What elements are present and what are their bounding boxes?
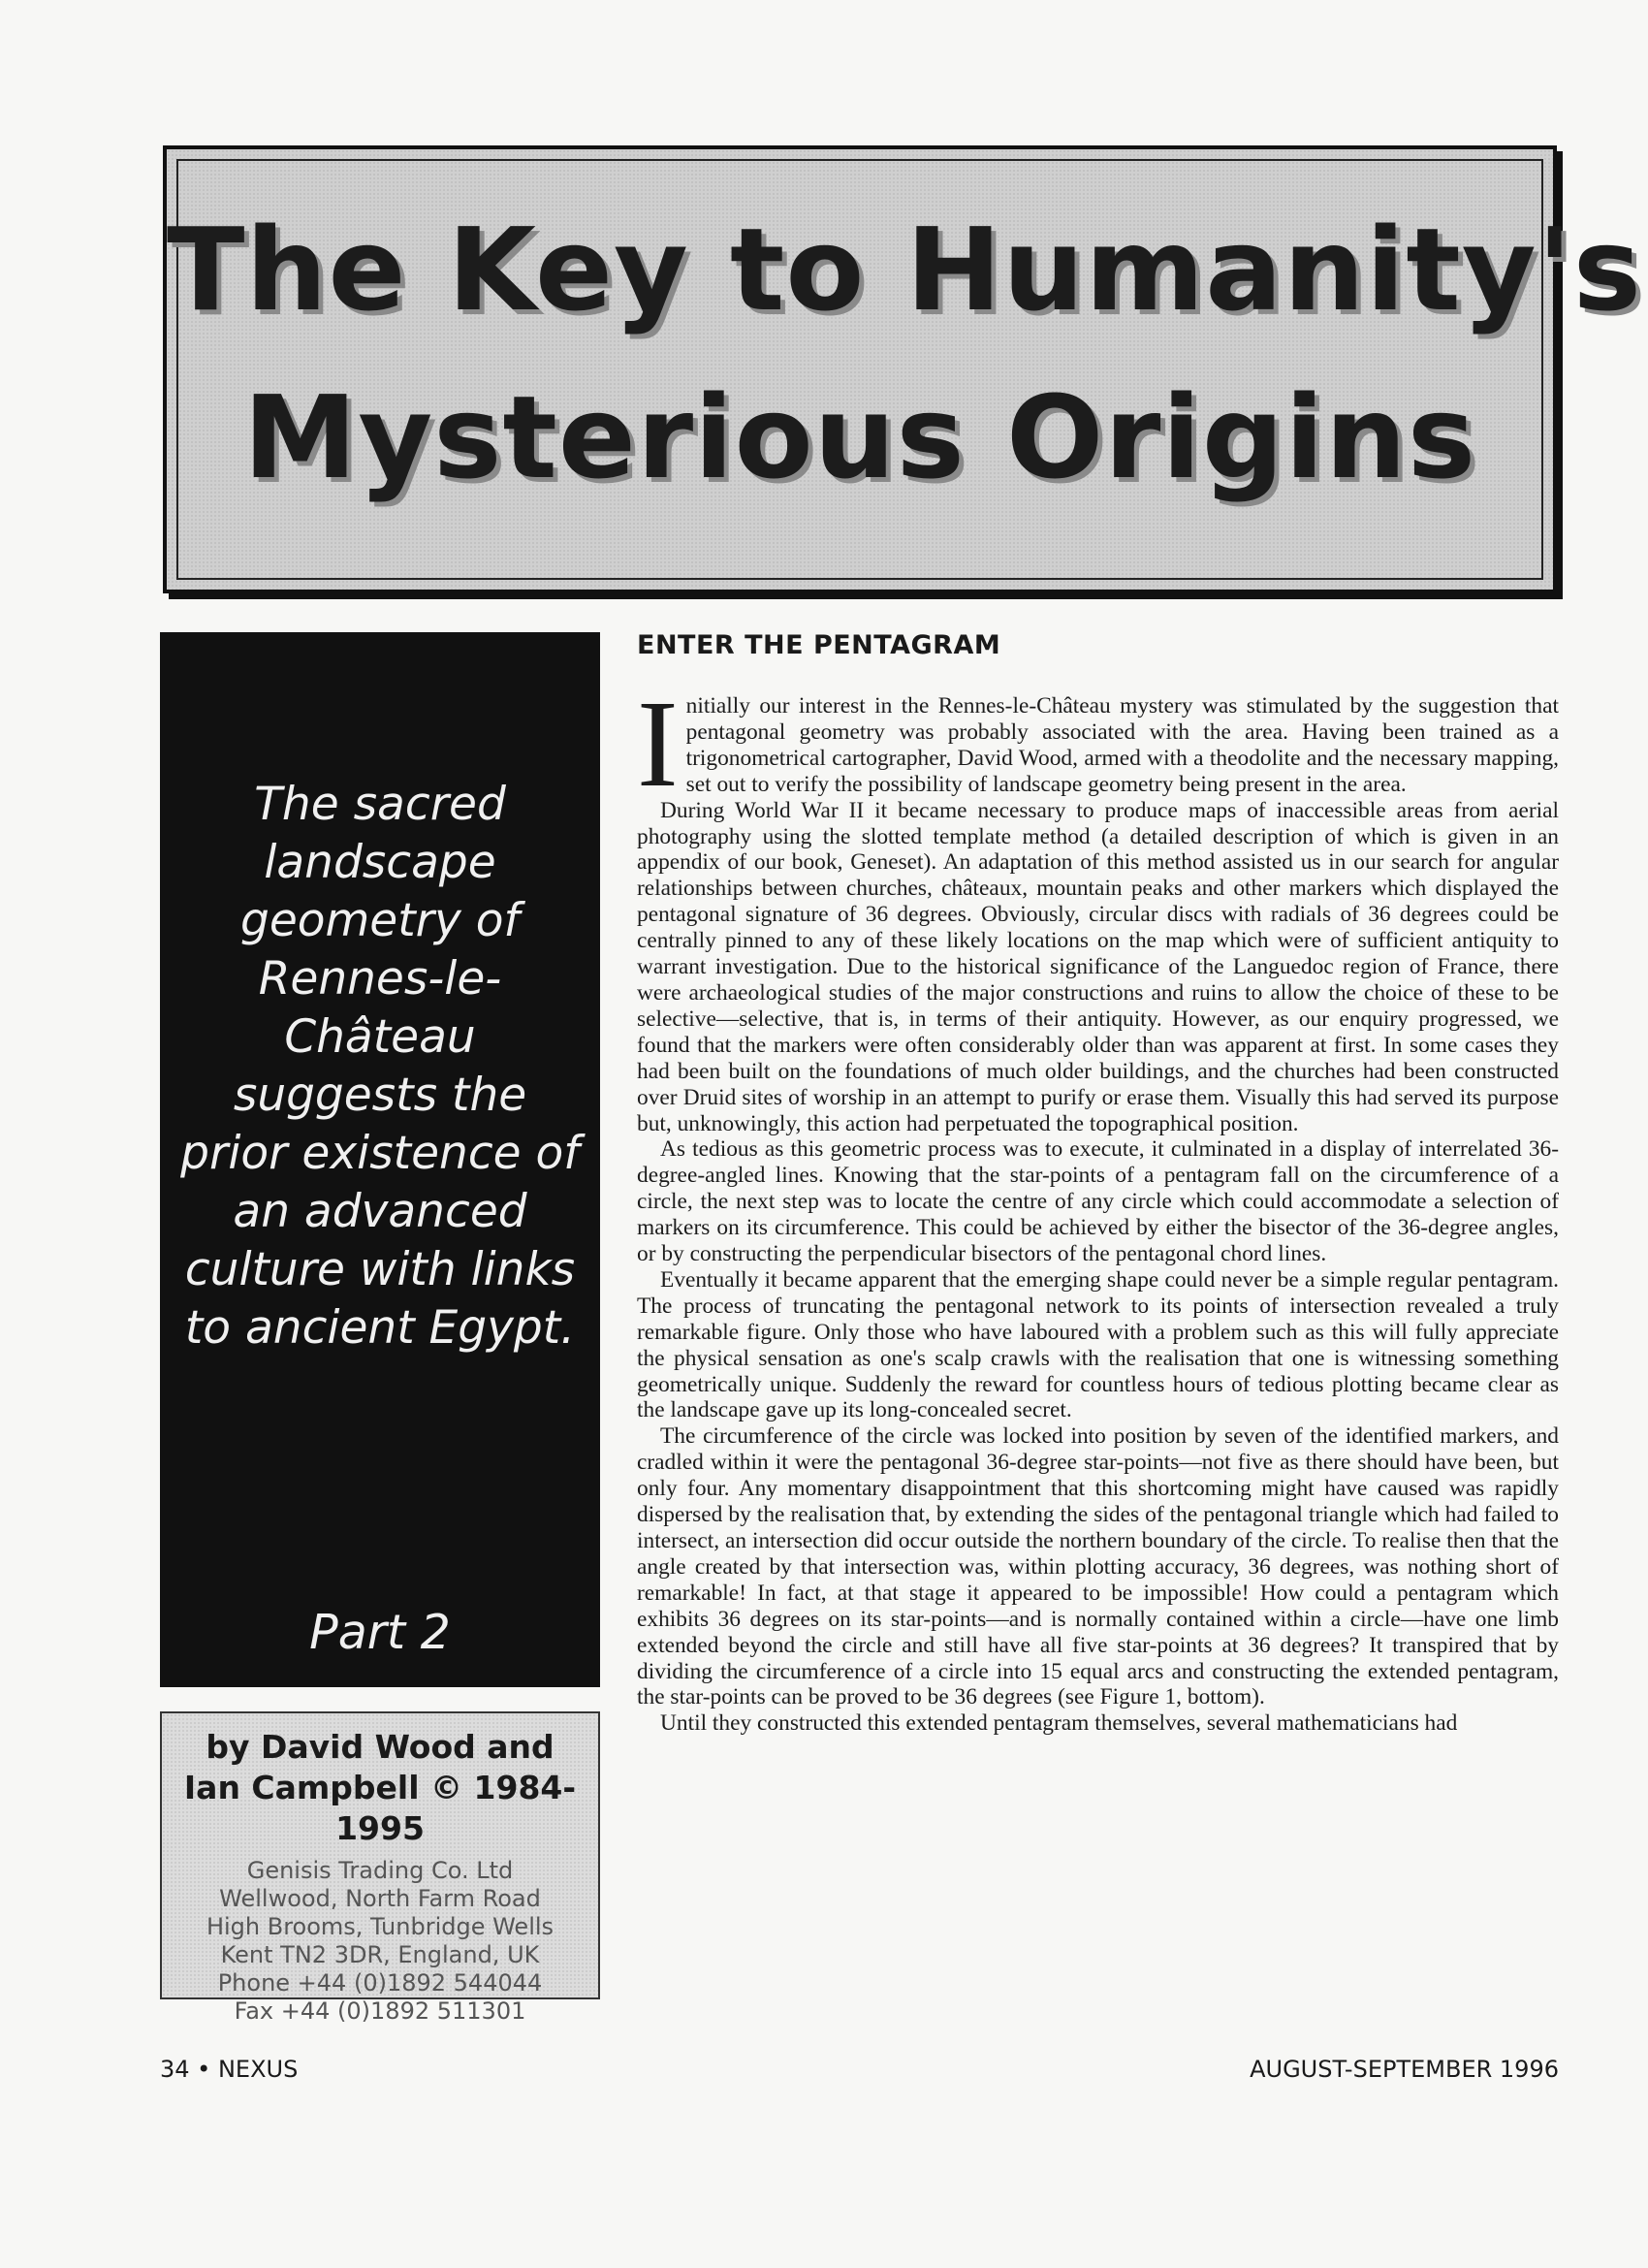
paragraph: As tedious as this geometric process was to execute, it culminated in a display of interrelated 36-degree-angled lines. Knowing that the star-points of a pentagram fall on the circumference of a circle, the next step was to locate the centre of any circle which could accommodate a selection of markers on its circumference. This could be achieved by either the bisector of the 36-degree angles, or by constructing the perpendicular bisectors of the pentagonal chord lines.: [637, 1136, 1559, 1267]
address-line: High Brooms, Tunbridge Wells: [206, 1913, 555, 1940]
title-line-1: The Key to Humanity's: [167, 203, 1643, 336]
byline-address: [162, 1857, 598, 2026]
byline-authors-line-1: by David Wood and: [206, 1728, 555, 1766]
article-body: [637, 693, 1559, 2046]
paragraph: The circumference of the circle was locked into position by seven of the identified markers, and cradled within it were the pentagonal 36-degree star-points—not five as there should have been, but only four. Any momentary disappointment that this shortcoming might have caused was rapidly dispersed by the realisation that, by extending the sides of the pentagonal triangle which had failed to intersect, an intersection did occur outside the northern boundary of the circle. To realise then that the angle created by that intersection was, within plotting accuracy, 36 degrees, was nothing short of remarkable! In fact, at that stage it appeared to be impossible! How could a pentagram which exhibits 36 degrees on its star-points—and is normally contained within a circle—have one limb extended beyond the circle and still have all five star-points at 36 degrees? It transpired that by dividing the circumference of a circle into 15 equal arcs and constructing the extended pentagram, the star-points can be proved to be 36 degrees (see Figure 1, bottom).: [637, 1423, 1559, 1710]
sidebar-part-label: Part 2: [309, 1605, 451, 1660]
footer-issue-date: AUGUST-SEPTEMBER 1996: [1250, 2056, 1559, 2083]
address-line: Kent TN2 3DR, England, UK: [220, 1941, 540, 1968]
byline-authors-line-2: Ian Campbell © 1984-1995: [183, 1769, 577, 1847]
address-line: Phone +44 (0)1892 544044: [217, 1969, 543, 1996]
sidebar-tagline: The sacred landscape geometry of Rennes-le-Château suggests the prior existence of an advanced culture with links to ancient Egypt.: [180, 778, 580, 1355]
title-line-2: Mysterious Origins: [242, 370, 1477, 504]
drop-cap: I: [637, 693, 679, 813]
section-heading: ENTER THE PENTAGRAM: [637, 630, 1001, 660]
paragraph: Until they constructed this extended pentagram themselves, several mathematicians had: [660, 1710, 1458, 1737]
byline-box: [160, 1711, 600, 2025]
paragraph: During World War II it became necessary to produce maps of inaccessible areas from aerial photography using the slotted template method (a detailed description of which is given in an appendix of our book, Geneset). An adaptation of this method assisted us in our search for angular relationships between churches, châteaux, mountain peaks and other markers which displayed the pentagonal signature of 36 degrees. Obviously, circular discs with radials of 36 degrees could be centrally pinned to any of these likely locations on the map which were of sufficient antiquity to warrant investigation. Due to the historical significance of the Languedoc region of France, there were archaeological studies of the major constructions and ruins to allow the choice of these to be selective—selective, that is, in terms of their antiquity. However, as our enquiry progressed, we found that the markers were often considerably older than was apparent at first. In some cases they had been built on the foundations of much older buildings, and the churches had been constructed over Druid sites of worship in an attempt to purify or erase them. Visually this had served its purpose but, unknowingly, this action had perpetuated the topographical position.: [637, 797, 1559, 1136]
paragraph: Eventually it became apparent that the emerging shape could never be a simple regular pentagram. The process of truncating the pentagonal network to its points of intersection revealed a truly remarkable figure. Only those who have laboured with a problem such as this will fully appreciate the physical sensation as one's scalp crawls with the realisation that one is witnessing something geometrically unique. Suddenly the reward for countless hours of tedious plotting became clear as the landscape gave up its long-concealed secret.: [637, 1266, 1559, 1423]
footer-page-number: 34 • NEXUS: [160, 2056, 299, 2083]
paragraph: [637, 693, 1559, 813]
sidebar-blurb: [160, 632, 600, 1687]
address-line: Genisis Trading Co. Ltd: [246, 1857, 514, 1884]
title-banner: [163, 145, 1643, 593]
address-line: Fax +44 (0)1892 511301: [234, 1997, 526, 2025]
paragraph-text: nitially our interest in the Rennes-le-Château mystery was stimulated by the suggestion that pentagonal geometry was probably associated with the area. Having been trained as a trigonometrical cartographer, David Wood, armed with a theodolite and the necessary mapping, set out to verify the possibility of landscape geometry being present in the area.: [685, 693, 1559, 797]
address-line: Wellwood, North Farm Road: [219, 1885, 541, 1912]
byline-authors: [162, 1727, 598, 1849]
